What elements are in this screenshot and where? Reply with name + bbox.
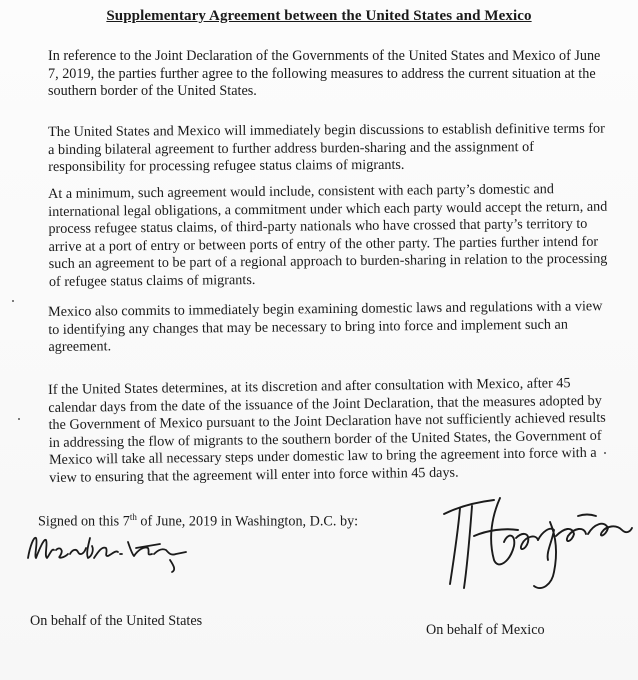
scan-speck — [604, 452, 606, 454]
behalf-mexico: On behalf of Mexico — [426, 622, 545, 638]
document-title: Supplementary Agreement between the United States and Mexico — [106, 8, 532, 24]
paragraph-5: If the United States determines, at its discretion and after consultation with Mexico, after 45 calendar days from the date of the issuance of the Joint Declaration, that the measures adopted by the Government of Mexico pursuant to the Joint Declaration have not sufficiently achieved results in addressing the flow of migrants to the southern border of the United States, the Government of Mexico will take all necessary steps under domestic law to bring the agreement into force with a view to ensuring that the agreement will enter into force within 45 days. — [48, 375, 606, 486]
scan-speck — [18, 418, 20, 420]
mexico-signature — [438, 476, 634, 606]
paragraph-3: At a minimum, such agreement would include, consistent with each party’s domestic and international legal obligations, a commitment under which each party would accept the return, and process refugee status claims, of third-party nationals who have crossed that party’s territory to arrive at a port of entry or between ports of entry of the other party. The parties further intend for such an agreement to be part of a regional approach to burden-sharing in relation to the processing of refugee status claims of migrants. — [48, 181, 608, 290]
paragraph-1: In reference to the Joint Declaration of the Governments of the United States and Mexico of June 7, 2019, the parties further agree to the following measures to address the current situation at the southern border of the United States. — [48, 48, 601, 100]
scan-speck — [12, 300, 14, 302]
paragraph-4: Mexico also commits to immediately begin examining domestic laws and regulations with a view to identifying any changes that may be necessary to bring into force and implement such an agreement. — [48, 298, 603, 356]
signed-line-end: of June, 2019 in Washington, D.C. by: — [136, 513, 359, 530]
paragraph-2: The United States and Mexico will immediately begin discussions to establish definitive terms for a binding bilateral agreement to further address burden-sharing and the assignment of responsibility for processing refugee status claims of migrants. — [48, 120, 605, 176]
us-signature — [20, 528, 200, 578]
signed-line-ordinal: th — [129, 512, 137, 522]
signed-line-start: Signed on this 7 — [38, 513, 130, 530]
behalf-united-states: On behalf of the United States — [30, 613, 203, 629]
